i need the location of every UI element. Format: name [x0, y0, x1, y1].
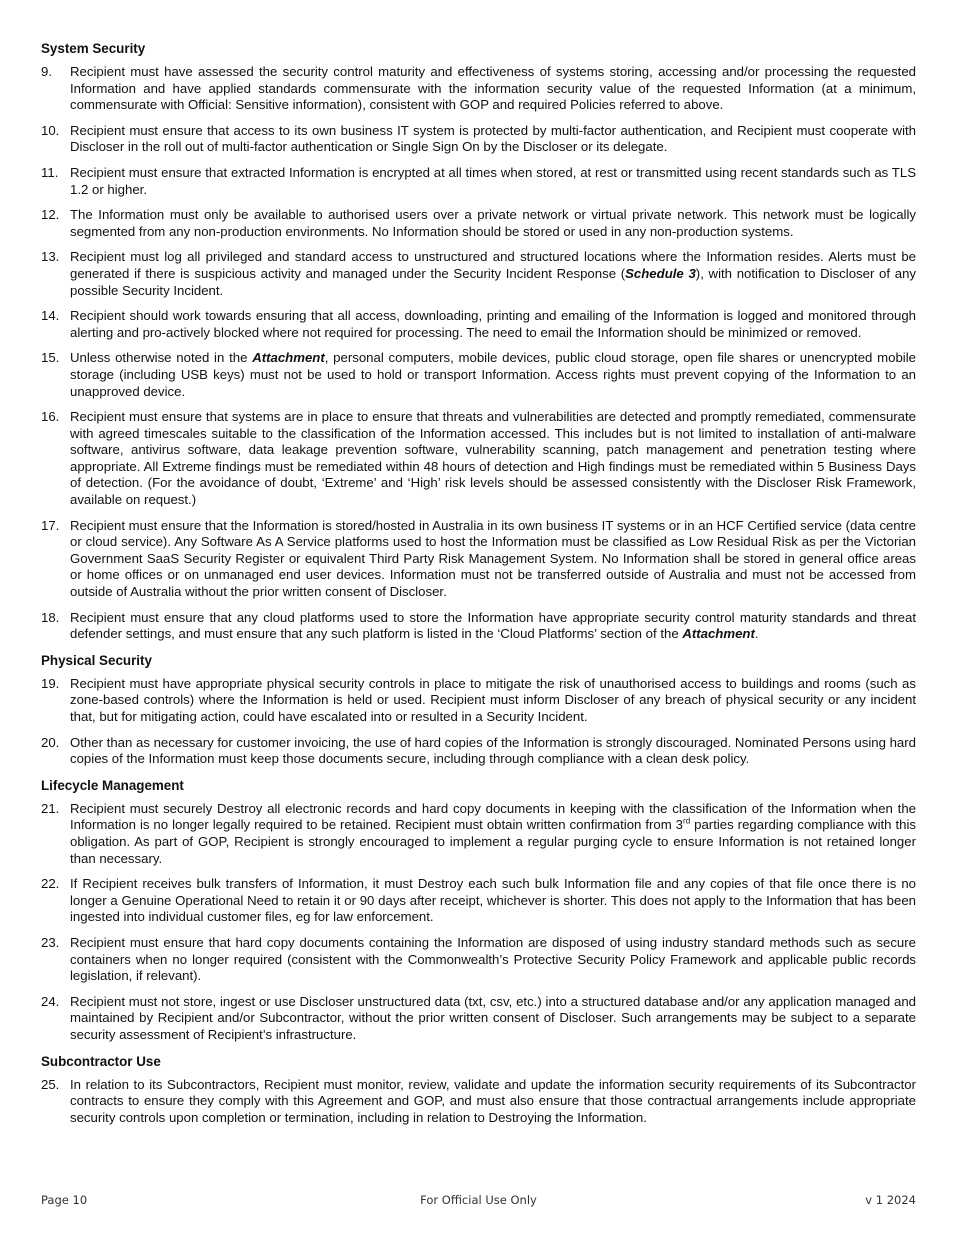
clause-text	[70, 994, 916, 1044]
document-page	[41, 40, 916, 1135]
clause-number: 16.	[41, 409, 60, 425]
text-run: .	[754, 626, 759, 642]
text-run: Unless otherwise noted in the	[70, 350, 253, 366]
text-run: Other than as necessary for customer invoicing, the use of hard copies of the Information is strongly discouraged. Nominated Persons using hard copies of the Information must keep those documents secure, including through compliance with a clean desk policy.	[70, 734, 916, 767]
clause-text	[70, 935, 916, 985]
text-run: Recipient must ensure that extracted Information is encrypted at all times when stored, at rest or transmitted using recent standards such as TLS 1.2 or higher.	[70, 164, 916, 197]
text-run: Recipient must log all privileged and standard access to unstructured and structured locations where the Information resides. Alerts must be generated if there is suspicious activity and managed under the Security Incident Response (	[70, 249, 916, 281]
emphasised-reference: Schedule 3	[625, 265, 696, 281]
clause-number: 20.	[41, 734, 60, 750]
clause	[41, 518, 916, 601]
text-run: The Information must only be available to authorised users over a private network or virtual private network. This network must be logically segmented from any non-production environments. No Information should be stored or used in any non-production systems.	[70, 207, 916, 239]
clause-number: 23.	[41, 934, 60, 950]
emphasised-reference: Attachment	[682, 626, 755, 642]
clause	[41, 876, 916, 926]
clause	[41, 249, 916, 299]
clause	[41, 350, 916, 400]
clause-number: 13.	[41, 249, 60, 265]
text-run: Recipient must ensure that systems are in place to ensure that threats and vulnerabilities are detected and promptly remediated, commensurate with agreed timescales suitable to the classification of the Information accessed. This includes but is not limited to installation of anti-malware software, antivirus software, data leakage prevention software, vulnerability scanning, patch management and penetration testing where appropriate. All Extreme findings must be remediated within 48 hours of detection and High findings must be remediated within 5 Business Days of detection. (For the avoidance of doubt, ‘Extreme’ and ‘High’ risk levels should be assessed consistently with the Discloser Risk Framework, available on request.)	[70, 409, 916, 508]
clause-number: 24.	[41, 993, 60, 1009]
clause-text	[70, 409, 916, 509]
clause-text	[70, 610, 916, 643]
clause	[41, 1077, 916, 1127]
ordinal-superscript: rd	[683, 816, 691, 826]
clause	[41, 610, 916, 643]
clause-number: 25.	[41, 1076, 60, 1092]
clause-number: 22.	[41, 876, 60, 892]
clause-number: 21.	[41, 800, 60, 816]
page-footer	[41, 1193, 916, 1211]
clause-number: 10.	[41, 122, 60, 138]
text-run: Recipient must ensure that the Information is stored/hosted in Australia in its own business IT systems or in an HCF Certified service (data centre or cloud service). Any Software As A Service platforms used to host the Information must be classified as Low Residual Risk as per the Victorian Government SaaS Security Register or equivalent Third Party Risk Management System. No Information shall be stored in general office areas or home offices or on unmanaged end user devices. Information must not be transferred outside of Australia and must not be accessed from outside of Australia without the prior written consent of Discloser.	[70, 517, 916, 600]
text-run: ), with notification to Discloser of any possible Security Incident.	[70, 265, 916, 298]
footer-classification: For Official Use Only	[420, 1193, 537, 1207]
text-run: Recipient must not store, ingest or use Discloser unstructured data (txt, csv, etc.) into a structured database and/or any application managed and maintained by Recipient and/or Subcontractor, without the prior written consent of Discloser. Such arrangements may be subject to a separate security assessment of Recipient’s infrastructure.	[70, 993, 916, 1042]
clause-text	[70, 308, 916, 341]
clause-number: 19.	[41, 675, 60, 691]
section-heading: Physical Security	[41, 652, 152, 668]
footer-version: v 1 2024	[865, 1193, 916, 1207]
clause-text	[70, 801, 916, 867]
clause-text	[70, 1077, 916, 1127]
clause-text	[70, 350, 916, 400]
clause	[41, 207, 916, 240]
clause-number: 18.	[41, 609, 60, 625]
clause-text	[70, 518, 916, 601]
clause-text	[70, 165, 916, 198]
text-run: Recipient must have appropriate physical security controls in place to mitigate the risk of unauthorised access to buildings and rooms (such as zone-based controls) where the Information is held or used. Recipient must inform Discloser of any breach of physical security or any incident that, but for mitigating action, could have escalated into or resulted in a Security Incident.	[70, 675, 916, 724]
clause	[41, 123, 916, 156]
text-run: In relation to its Subcontractors, Recipient must monitor, review, validate and update the information security requirements of its Subcontractor contracts to ensure they comply with this Agreement and GOP, and must also ensure that those contractual arrangements include appropriate security controls upon completion or termination, including in relation to Destroying the Information.	[70, 1076, 916, 1125]
clause-number: 12.	[41, 207, 60, 223]
text-run: Recipient must ensure that hard copy documents containing the Information are disposed of using industry standard methods such as secure containers when no longer required (consistent with the Commonwealth’s Protective Security Policy Framework and applicable public records legislation, if relevant).	[70, 934, 916, 984]
clause-text	[70, 676, 916, 726]
clause	[41, 994, 916, 1044]
text-run: Recipient should work towards ensuring that all access, downloading, printing and emailing of the Information is logged and monitored through alerting and pro-actively blocked where not required for processing. The need to email the Information should be minimized or removed.	[70, 308, 916, 340]
clause	[41, 676, 916, 726]
text-run: , personal computers, mobile devices, public cloud storage, open file shares or unencrypted mobile storage (including USB keys) must not be used to hold or transport Information. Access rights must prevent copying of the Information to an unapproved device.	[70, 350, 916, 399]
clause-text	[70, 64, 916, 114]
clause-number: 14.	[41, 308, 60, 324]
clause-number: 17.	[41, 517, 60, 533]
text-run: Recipient must have assessed the security control maturity and effectiveness of systems storing, accessing and/or processing the requested Information and have applied standards commensurate with the information security value of the requested Information (at a minimum, commensurate with Official: Sensitive information), consistent with GOP and required Policies referred to above.	[70, 64, 916, 113]
clause	[41, 165, 916, 198]
clause-number: 15.	[41, 350, 60, 366]
clause-number: 9.	[41, 64, 52, 79]
clause-number: 11.	[41, 164, 59, 180]
text-run: parties regarding compliance with this obligation. As part of GOP, Recipient is strongly encouraged to implement a regular purging cycle to ensure Information is not retained longer than necessary.	[70, 817, 916, 866]
clause	[41, 409, 916, 509]
section-heading: Subcontractor Use	[41, 1053, 161, 1069]
clause	[41, 935, 916, 985]
clause	[41, 64, 916, 114]
footer-page-number: Page 10	[41, 1193, 88, 1207]
clause-text	[70, 876, 916, 926]
clause-text	[70, 249, 916, 299]
text-run: Recipient must ensure that any cloud platforms used to store the Information have appropriate security control maturity standards and threat defender settings, and must ensure that any such platform is listed in the ‘Cloud Platforms’ section of the	[70, 609, 916, 642]
section-heading: System Security	[41, 41, 146, 56]
emphasised-reference: Attachment	[252, 350, 325, 366]
clause-text	[70, 207, 916, 240]
clause-text	[70, 735, 916, 768]
section-heading: Lifecycle Management	[41, 777, 184, 793]
clause	[41, 308, 916, 341]
text-run: If Recipient receives bulk transfers of Information, it must Destroy each such bulk Information file and any copies of that file once there is no longer a Genuine Operational Need to retain it or 90 days after receipt, whichever is shorter. This does not apply to the Information that has been ingested into individual customer files, eg for law enforcement.	[70, 876, 916, 925]
clause	[41, 735, 916, 768]
text-run: Recipient must securely Destroy all electronic records and hard copy documents in keeping with the classification of the Information when the Information is no longer legally required to be retained. Recipient must obtain written confirmation from 3	[70, 800, 916, 833]
clause	[41, 801, 916, 867]
text-run: Recipient must ensure that access to its own business IT system is protected by multi-factor authentication, and Recipient must cooperate with Discloser in the roll out of multi-factor authentication or Single Sign On by the Discloser or its delegate.	[70, 122, 916, 155]
clause-text	[70, 123, 916, 156]
